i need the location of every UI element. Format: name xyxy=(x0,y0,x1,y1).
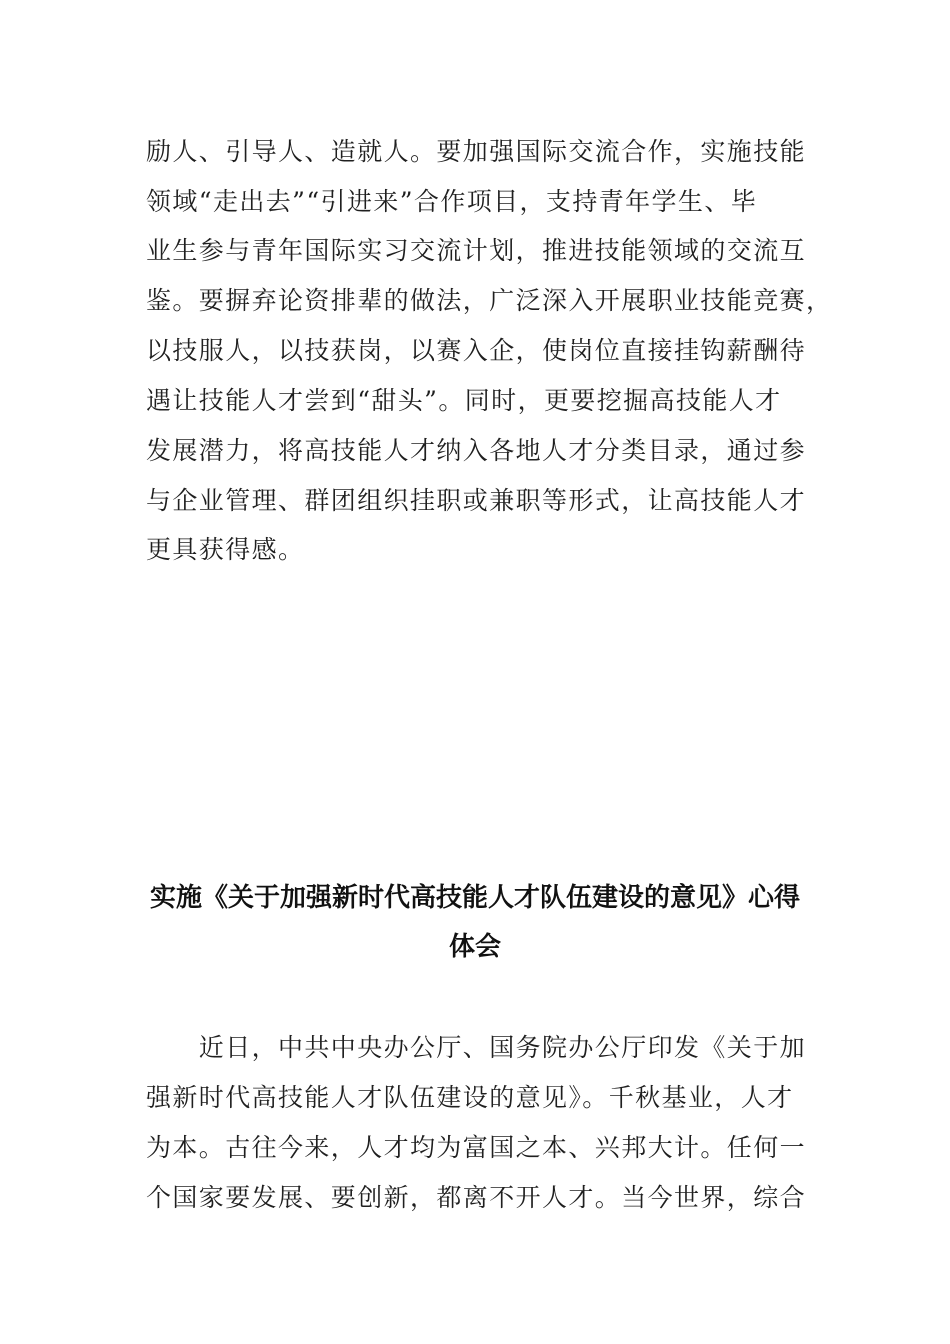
paragraph-line: 更具获得感。 xyxy=(146,535,305,564)
paragraph-line: 遇让技能人才尝到“甜头”。同时，更要挖掘高技能人才 xyxy=(146,386,782,415)
paragraph-line: 励人、引导人、造就人。要加强国际交流合作，实施技能 xyxy=(146,137,807,166)
paragraph-line: 为本。古往今来，人才均为富国之本、兴邦大计。任何一 xyxy=(146,1133,807,1162)
paragraph-line: 近日，中共中央办公厅、国务院办公厅印发《关于加 xyxy=(146,1033,807,1062)
paragraph-line: 个国家要发展、要创新，都离不开人才。当今世界，综合 xyxy=(146,1183,807,1212)
article-title: 实施《关于加强新时代高技能人才队伍建设的意见》心得 xyxy=(149,883,800,913)
paragraph-line: 与企业管理、群团组织挂职或兼职等形式，让高技能人才 xyxy=(146,486,807,515)
article-title-continued: 体会 xyxy=(448,932,501,962)
paragraph-line: 强新时代高技能人才队伍建设的意见》。千秋基业，人才 xyxy=(146,1083,794,1112)
paragraph-line: 发展潜力，将高技能人才纳入各地人才分类目录，通过参 xyxy=(146,436,807,465)
paragraph-line: 业生参与青年国际实习交流计划，推进技能领域的交流互 xyxy=(146,236,807,265)
paragraph-line: 以技服人，以技获岗，以赛入企，使岗位直接挂钩薪酬待 xyxy=(146,336,807,365)
paragraph-line: 领域“走出去”“引进来”合作项目，支持青年学生、毕 xyxy=(146,187,758,216)
paragraph-line: 鉴。要摒弃论资排辈的做法，广泛深入开展职业技能竞赛， xyxy=(146,286,833,315)
